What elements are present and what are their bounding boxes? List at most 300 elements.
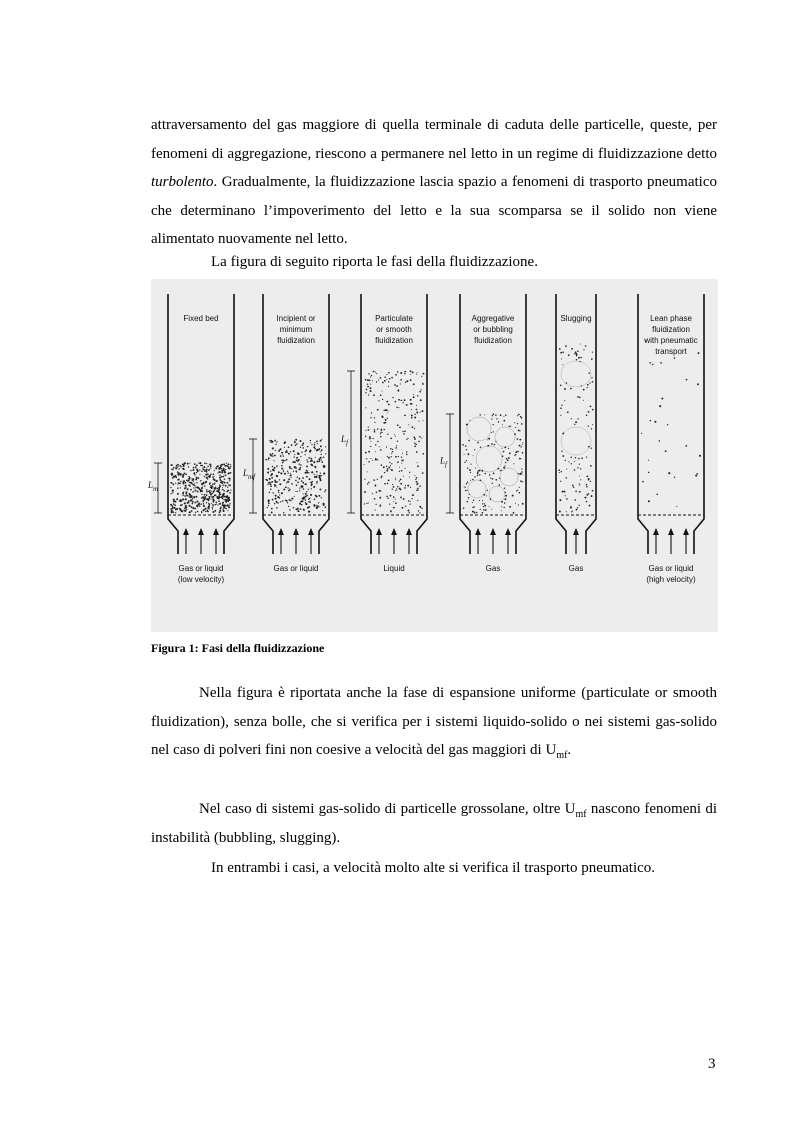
particle-dot: [321, 449, 323, 451]
particle-dot: [308, 489, 309, 490]
particle-dot: [214, 510, 216, 512]
particle-dot: [485, 509, 487, 511]
particle-dot: [422, 383, 424, 385]
particle-dot: [230, 464, 231, 465]
subscript-mf: mf: [575, 809, 587, 820]
particle-dot: [272, 453, 274, 455]
figure-column: [638, 294, 704, 584]
particle-dot: [219, 477, 221, 479]
particle-dot: [400, 479, 402, 481]
particle-dot: [222, 487, 223, 488]
particle-dot: [289, 509, 290, 510]
inlet-fluid-label: Gas: [485, 564, 501, 573]
particle-dot: [514, 422, 515, 423]
particle-dot: [297, 510, 299, 512]
particle-dot: [220, 506, 222, 508]
particle-dot: [504, 507, 505, 508]
particle-dot: [482, 503, 483, 504]
particle-dot: [224, 471, 226, 473]
particle-dot: [413, 383, 415, 385]
particle-dot: [172, 492, 173, 493]
particle-dot: [391, 469, 393, 471]
particle-dot: [303, 488, 305, 490]
particle-dot: [274, 440, 276, 442]
particle-dot: [199, 506, 200, 507]
inlet-arrowhead: [183, 528, 189, 535]
particle-dot: [408, 424, 409, 425]
particle-dot: [310, 464, 312, 466]
particle-dot: [300, 464, 302, 466]
particle-dot: [570, 388, 572, 390]
particle-dot: [296, 484, 298, 486]
particle-dot: [485, 473, 487, 475]
particle-dot: [463, 507, 465, 509]
particle-dot: [506, 458, 508, 460]
particle-dot: [272, 492, 273, 493]
particle-dot: [296, 443, 298, 445]
particle-dot: [648, 500, 650, 502]
particle-dot: [212, 498, 213, 499]
particle-dot: [376, 373, 377, 374]
particle-dot: [417, 500, 418, 501]
particle-dot: [293, 507, 295, 509]
particle-dot: [413, 437, 415, 439]
particle-dot: [303, 493, 304, 494]
particle-dot: [173, 501, 174, 502]
particle-dot: [210, 499, 211, 500]
particle-dot: [319, 448, 320, 449]
particle-dot: [172, 505, 174, 507]
particle-dot: [299, 440, 301, 442]
particle-dot: [202, 467, 203, 468]
particle-dot: [178, 466, 179, 467]
particle-dot: [291, 483, 292, 484]
particle-dot: [512, 495, 514, 497]
particle-dot: [209, 482, 211, 484]
particle-dot: [187, 488, 189, 490]
particle-dot: [480, 479, 482, 481]
particle-dot: [577, 350, 579, 352]
particle-dot: [211, 491, 212, 492]
particle-dot: [283, 470, 284, 471]
particle-dot: [411, 417, 413, 419]
particle-dot: [382, 399, 383, 400]
particle-dot: [380, 436, 381, 437]
particle-dot: [202, 485, 203, 486]
particle-dot: [282, 500, 284, 502]
particle-dot: [180, 510, 182, 512]
particle-dot: [487, 490, 488, 491]
particle-dot: [197, 487, 199, 489]
particle-dot: [316, 505, 317, 506]
particle-dot: [177, 487, 179, 489]
particle-dot: [206, 469, 208, 471]
particle-dot: [465, 490, 467, 492]
particle-dot: [367, 471, 368, 472]
particle-dot: [319, 460, 321, 462]
particle-dot: [414, 475, 415, 476]
particle-dot: [410, 374, 411, 375]
particle-dot: [214, 504, 216, 506]
particle-dot: [382, 391, 383, 392]
particle-dot: [300, 446, 301, 447]
particle-dot: [320, 445, 322, 447]
particle-dot: [586, 456, 587, 457]
particle-dot: [395, 447, 397, 449]
particle-dot: [215, 468, 217, 470]
particle-dot: [406, 454, 408, 456]
particle-dot: [416, 477, 418, 479]
particle-dot: [313, 447, 315, 449]
particle-dot: [171, 464, 173, 466]
particle-dot: [209, 469, 210, 470]
particle-dot: [522, 481, 523, 482]
particle-dot: [182, 499, 183, 500]
particle-dot: [410, 487, 411, 488]
particle-dot: [177, 464, 179, 466]
particle-dot: [370, 390, 372, 392]
particle-dot: [391, 456, 392, 457]
particle-dot: [289, 475, 291, 477]
particle-dot: [660, 362, 662, 364]
particle-dot: [206, 477, 208, 479]
particle-dot: [369, 380, 371, 382]
particle-dot: [564, 400, 565, 401]
particle-dot: [577, 507, 578, 508]
particle-dot: [380, 506, 381, 507]
particle-dot: [586, 494, 588, 496]
particle-dot: [189, 494, 191, 496]
particle-dot: [320, 451, 321, 452]
particle-dot: [191, 500, 193, 502]
particle-dot: [203, 505, 205, 507]
particle-dot: [420, 412, 421, 413]
particle-dot: [283, 455, 284, 456]
particle-dot: [519, 430, 520, 431]
particle-dot: [587, 384, 589, 386]
particle-dot: [271, 511, 273, 513]
particle-dot: [408, 510, 410, 512]
height-label: $L_{mf}$: [243, 468, 256, 481]
particle-dot: [661, 398, 663, 400]
particle-dot: [185, 495, 186, 496]
particle-dot: [219, 503, 220, 504]
particle-dot: [375, 459, 377, 461]
particle-dot: [191, 478, 192, 479]
particle-dot: [579, 505, 580, 506]
particle-dot: [375, 504, 376, 505]
particle-dot: [590, 481, 591, 482]
particle-dot: [521, 417, 523, 419]
particle-dot: [207, 498, 208, 499]
particle-dot: [586, 414, 588, 416]
particle-dot: [389, 503, 390, 504]
particle-dot: [303, 497, 305, 499]
particle-dot: [280, 501, 281, 502]
particle-dot: [272, 469, 274, 471]
particle-dot: [208, 476, 209, 477]
particle-dot: [387, 418, 388, 419]
particle-dot: [367, 384, 368, 385]
particle-dot: [172, 507, 174, 509]
particle-dot: [365, 379, 367, 381]
particle-dot: [416, 490, 417, 491]
particle-dot: [197, 511, 199, 513]
particle-dot: [377, 479, 378, 480]
particle-dot: [570, 507, 572, 509]
particle-dot: [648, 472, 650, 474]
particle-dot: [422, 453, 424, 455]
particle-dot: [201, 497, 203, 499]
particle-dot: [391, 377, 393, 379]
particle-dot: [179, 508, 181, 510]
particle-dot: [194, 489, 196, 491]
particle-dot: [398, 399, 400, 401]
particle-dot: [290, 473, 291, 474]
particle-dot: [182, 474, 184, 476]
particle-dot: [397, 461, 399, 463]
particle-dot: [207, 473, 209, 475]
particle-dot: [314, 442, 315, 443]
particle-dot: [380, 394, 382, 396]
particle-dot: [318, 476, 320, 478]
particle-dot: [410, 501, 411, 502]
particle-dot: [403, 460, 404, 461]
particle-dot: [591, 448, 592, 449]
particle-dot: [314, 504, 315, 505]
particle-dot: [218, 487, 220, 489]
particle-dot: [219, 484, 220, 485]
particle-dot: [697, 383, 699, 385]
particle-dot: [204, 485, 206, 487]
particle-dot: [521, 481, 522, 482]
particle-dot: [408, 500, 410, 502]
particle-dot: [216, 504, 217, 505]
particle-dot: [399, 471, 400, 472]
particle-dot: [388, 381, 389, 382]
phase-label: Aggregative: [471, 314, 515, 323]
particle-dot: [200, 480, 202, 482]
particle-dot: [220, 508, 222, 510]
particle-dot: [301, 504, 303, 506]
particle-dot: [403, 476, 404, 477]
particle-dot: [417, 372, 418, 373]
particle-dot: [517, 423, 518, 424]
particle-dot: [418, 421, 419, 422]
particle-dot: [290, 500, 291, 501]
figure-drawing: [148, 279, 718, 632]
particle-dot: [415, 444, 417, 446]
particle-dot: [265, 459, 267, 461]
particle-dot: [571, 348, 573, 350]
particle-dot: [374, 422, 375, 423]
particle-dot: [501, 510, 502, 511]
particle-dot: [302, 482, 304, 484]
particle-dot: [227, 465, 228, 466]
inlet-arrowhead: [391, 528, 397, 535]
particle-dot: [417, 395, 418, 396]
particle-dot: [474, 506, 475, 507]
particle-dot: [405, 468, 406, 469]
particle-dot: [313, 486, 315, 488]
particle-dot: [381, 476, 383, 478]
particle-dot: [207, 510, 209, 512]
particle-dot: [466, 501, 468, 503]
particle-dot: [409, 476, 410, 477]
particle-dot: [381, 477, 382, 478]
particle-dot: [183, 494, 184, 495]
particle-dot: [177, 484, 178, 485]
particle-dot: [368, 503, 369, 504]
particle-dot: [494, 444, 495, 445]
particle-dot: [492, 478, 494, 480]
particle-dot: [496, 418, 497, 419]
particle-dot: [558, 469, 560, 471]
particle-dot: [209, 464, 211, 466]
particle-dot: [505, 492, 506, 493]
particle-dot: [276, 486, 277, 487]
particle-dot: [509, 506, 510, 507]
particle-dot: [285, 486, 287, 488]
gas-bubble: [467, 417, 491, 441]
particle-dot: [484, 505, 486, 507]
particle-dot: [187, 502, 189, 504]
particle-dot: [294, 467, 296, 469]
text-run: nascono fenomeni di instabilità (bubbling, slugging).: [151, 801, 717, 846]
particle-dot: [368, 461, 370, 463]
particle-dot: [465, 487, 466, 488]
particle-dot: [404, 371, 406, 373]
particle-dot: [369, 437, 371, 439]
particle-dot: [198, 504, 200, 506]
particle-dot: [493, 431, 494, 432]
particle-dot: [313, 461, 315, 463]
particle-dot: [504, 488, 505, 489]
particle-dot: [521, 468, 522, 469]
particle-dot: [178, 482, 180, 484]
particle-dot: [469, 469, 471, 471]
particle-dot: [317, 461, 319, 463]
particle-dot: [171, 469, 173, 471]
particle-dot: [219, 471, 221, 473]
particle-dot: [404, 487, 406, 489]
particle-dot: [212, 504, 214, 506]
particle-dot: [299, 487, 300, 488]
particle-dot: [522, 503, 524, 505]
particle-dot: [188, 484, 190, 486]
text-run: .: [567, 742, 572, 759]
particle-dot: [470, 472, 471, 473]
particle-dot: [310, 458, 312, 460]
particle-dot: [268, 499, 270, 501]
particle-dot: [175, 467, 177, 469]
particle-dot: [390, 510, 391, 511]
particle-dot: [296, 471, 297, 472]
particle-dot: [588, 478, 590, 480]
particle-dot: [522, 452, 524, 454]
particle-dot: [222, 476, 224, 478]
particle-dot: [493, 473, 495, 475]
particle-dot: [396, 406, 398, 408]
particle-dot: [270, 482, 271, 483]
particle-dot: [566, 382, 568, 384]
particle-dot: [487, 439, 488, 440]
particle-dot: [178, 468, 180, 470]
particle-dot: [501, 501, 503, 503]
particle-dot: [588, 372, 589, 373]
particle-dot: [286, 500, 288, 502]
particle-dot: [302, 447, 304, 449]
particle-dot: [412, 494, 414, 496]
particle-dot: [321, 460, 322, 461]
particle-dot: [215, 501, 217, 503]
gas-slug: [561, 427, 591, 455]
particle-dot: [214, 482, 215, 483]
particle-dot: [306, 471, 308, 473]
particle-dot: [286, 482, 287, 483]
particle-dot: [508, 457, 510, 459]
particle-dot: [416, 374, 417, 375]
particle-dot: [559, 511, 561, 513]
inlet-arrowhead: [198, 528, 204, 535]
particle-dot: [487, 445, 489, 447]
particle-dot: [172, 474, 173, 475]
particle-dot: [366, 503, 367, 504]
particle-dot: [228, 499, 230, 501]
particle-dot: [323, 504, 325, 506]
particle-dot: [406, 451, 407, 452]
particle-dot: [587, 476, 589, 478]
particle-dot: [271, 477, 273, 479]
particle-dot: [294, 456, 295, 457]
particle-dot: [588, 446, 590, 448]
particle-dot: [278, 490, 280, 492]
particle-dot: [288, 478, 290, 480]
particle-dot: [185, 506, 187, 508]
particle-dot: [311, 444, 312, 445]
particle-dot: [401, 400, 403, 402]
particle-dot: [393, 501, 394, 502]
particle-dot: [401, 507, 403, 509]
particle-dot: [287, 487, 288, 488]
particle-dot: [560, 384, 562, 386]
particle-dot: [365, 407, 366, 408]
particle-dot: [417, 490, 418, 491]
particle-dot: [400, 488, 402, 490]
particle-dot: [413, 396, 415, 398]
particle-dot: [281, 459, 283, 461]
particle-dot: [396, 385, 398, 387]
particle-dot: [464, 461, 465, 462]
particle-dot: [477, 474, 479, 476]
particle-dot: [198, 477, 200, 479]
particle-dot: [418, 510, 419, 511]
particle-dot: [275, 450, 276, 451]
particle-dot: [393, 507, 394, 508]
particle-dot: [224, 478, 226, 480]
particle-dot: [408, 512, 409, 513]
particle-dot: [320, 479, 322, 481]
inlet-fluid-label: Gas or liquid: [273, 564, 319, 573]
particle-dot: [319, 488, 321, 490]
particle-dot: [303, 510, 304, 511]
particle-dot: [411, 426, 413, 428]
particle-dot: [483, 509, 485, 511]
particle-dot: [283, 489, 285, 491]
particle-dot: [289, 467, 291, 469]
particle-dot: [581, 457, 583, 459]
particle-dot: [222, 498, 223, 499]
